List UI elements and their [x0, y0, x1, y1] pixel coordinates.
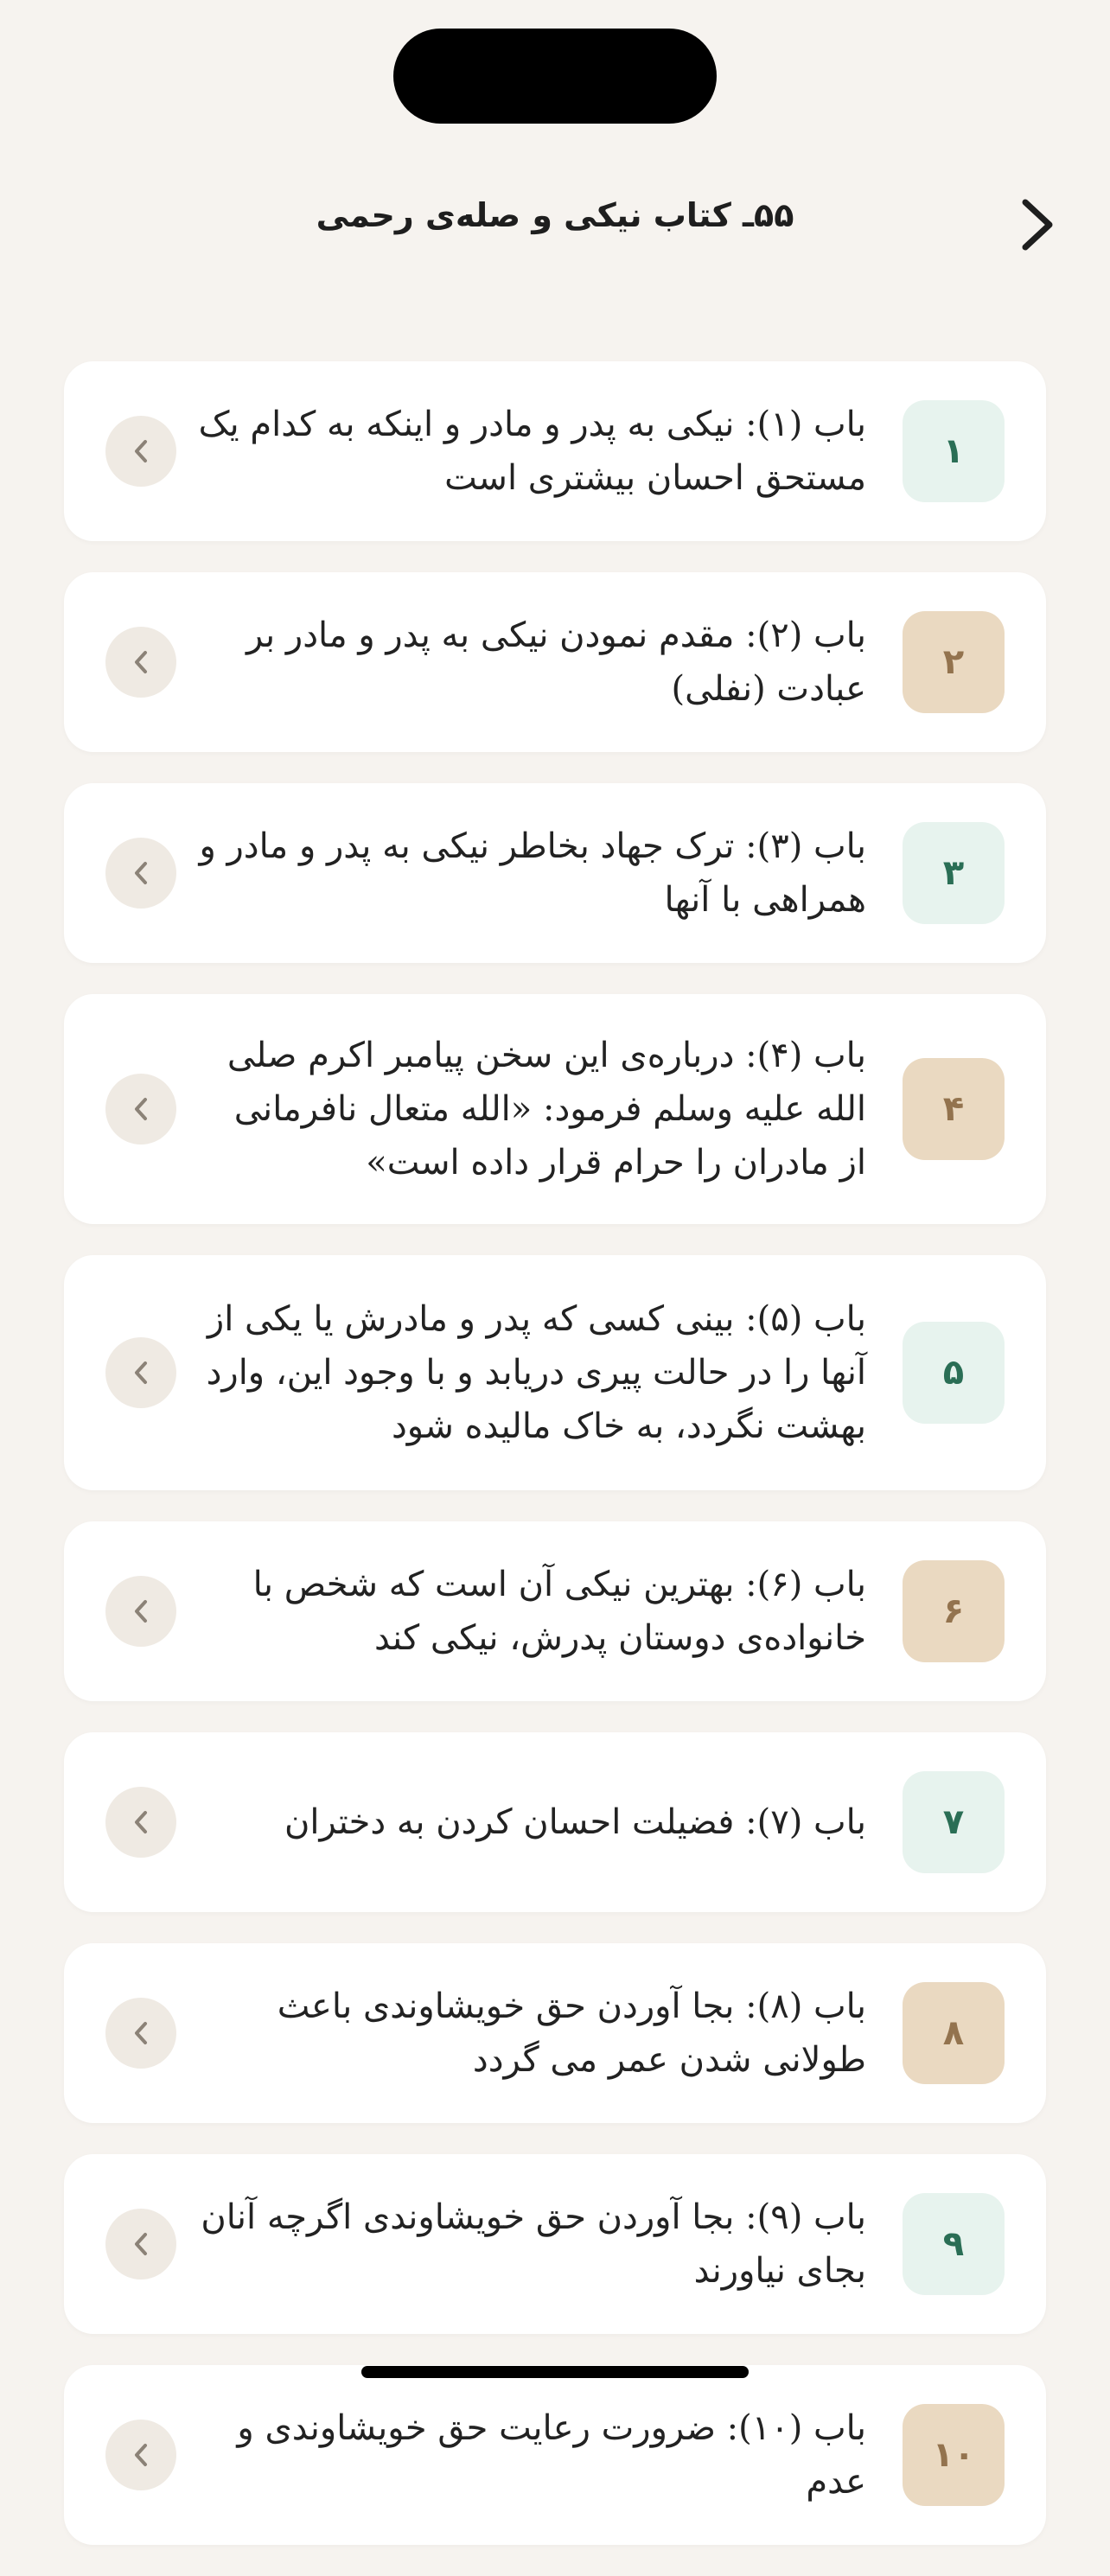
- header: [0, 177, 1110, 272]
- chapter-title: باب (۸): بجا آوردن حق خویشاوندی باعث طولانی شدن عمر می گردد: [277, 1986, 866, 2080]
- chapter-number-badge: ۲: [903, 611, 1005, 713]
- chapter-title: باب (۵): بینی کسی که پدر و مادرش یا یکی از آنها را در حالت پیری دریابد و با وجود این، وارد بهشت نگردد، به خاک مالیده شود: [206, 1299, 866, 1446]
- page-title: ۵۵ـ کتاب نیکی و صله‌ی رحمی: [316, 196, 794, 234]
- chapter-number-badge: ۶: [903, 1560, 1005, 1662]
- chapter-card[interactable]: [64, 1521, 1046, 1701]
- chapter-title: باب (۱): نیکی به پدر و مادر و اینکه به کدام یک مستحق احسان بیشتری است: [198, 405, 866, 498]
- chevron-left-icon: [105, 1074, 176, 1145]
- back-button[interactable]: [1003, 190, 1072, 259]
- chapter-title: باب (۱۰): ضرورت رعایت حق خویشاوندی و عدم: [237, 2408, 866, 2502]
- chapter-card[interactable]: [64, 1732, 1046, 1912]
- chapter-card[interactable]: [64, 2365, 1046, 2545]
- chapter-number-badge: ۳: [903, 822, 1005, 924]
- chapter-title: باب (۷): فضیلت احسان کردن به دختران: [284, 1802, 866, 1842]
- chapter-number-badge: ۹: [903, 2193, 1005, 2295]
- chevron-left-icon: [105, 416, 176, 487]
- chapter-title: باب (۶): بهترین نیکی آن است که شخص با خانواده‌ی دوستان پدرش، نیکی کند: [252, 1565, 866, 1658]
- dynamic-island: [393, 29, 717, 124]
- chapter-number-badge: ۵: [903, 1322, 1005, 1424]
- chapter-card[interactable]: [64, 2154, 1046, 2334]
- chapter-number-badge: ۸: [903, 1982, 1005, 2084]
- chapter-card[interactable]: [64, 1255, 1046, 1490]
- chevron-left-icon: [105, 1337, 176, 1408]
- chapter-card[interactable]: [64, 783, 1046, 963]
- chapter-card[interactable]: [64, 572, 1046, 752]
- chapter-card[interactable]: [64, 361, 1046, 541]
- chevron-left-icon: [105, 838, 176, 909]
- chevron-left-icon: [105, 1787, 176, 1858]
- chevron-left-icon: [105, 1998, 176, 2069]
- chevron-left-icon: [105, 2420, 176, 2490]
- chapter-title: باب (۳): ترک جهاد بخاطر نیکی به پدر و مادر و همراهی با آنها: [199, 826, 866, 920]
- chapter-number-badge: ۱: [903, 400, 1005, 502]
- chapter-title: باب (۲): مقدم نمودن نیکی به پدر و مادر بر عبادت (نفلی): [246, 615, 866, 709]
- chevron-right-icon: [1018, 197, 1056, 252]
- chapter-card[interactable]: [64, 1943, 1046, 2123]
- chapter-card[interactable]: [64, 994, 1046, 1224]
- chevron-left-icon: [105, 1576, 176, 1647]
- home-indicator[interactable]: [361, 2366, 749, 2378]
- chapter-title: باب (۴): درباره‌ی این سخن پیامبر اکرم صلى الله عليه وسلم فرمود: «الله متعال نافرمانی از مادران را حرام قرار داده است»: [226, 1036, 866, 1183]
- chevron-left-icon: [105, 2209, 176, 2280]
- chapter-number-badge: ۴: [903, 1058, 1005, 1160]
- chapter-title: باب (۹): بجا آوردن حق خویشاوندی اگرچه آنان بجای نیاورند: [201, 2197, 866, 2291]
- chevron-left-icon: [105, 627, 176, 698]
- chapter-number-badge: ۱۰: [903, 2404, 1005, 2506]
- chapter-number-badge: ۷: [903, 1771, 1005, 1873]
- chapter-list: [64, 361, 1046, 2576]
